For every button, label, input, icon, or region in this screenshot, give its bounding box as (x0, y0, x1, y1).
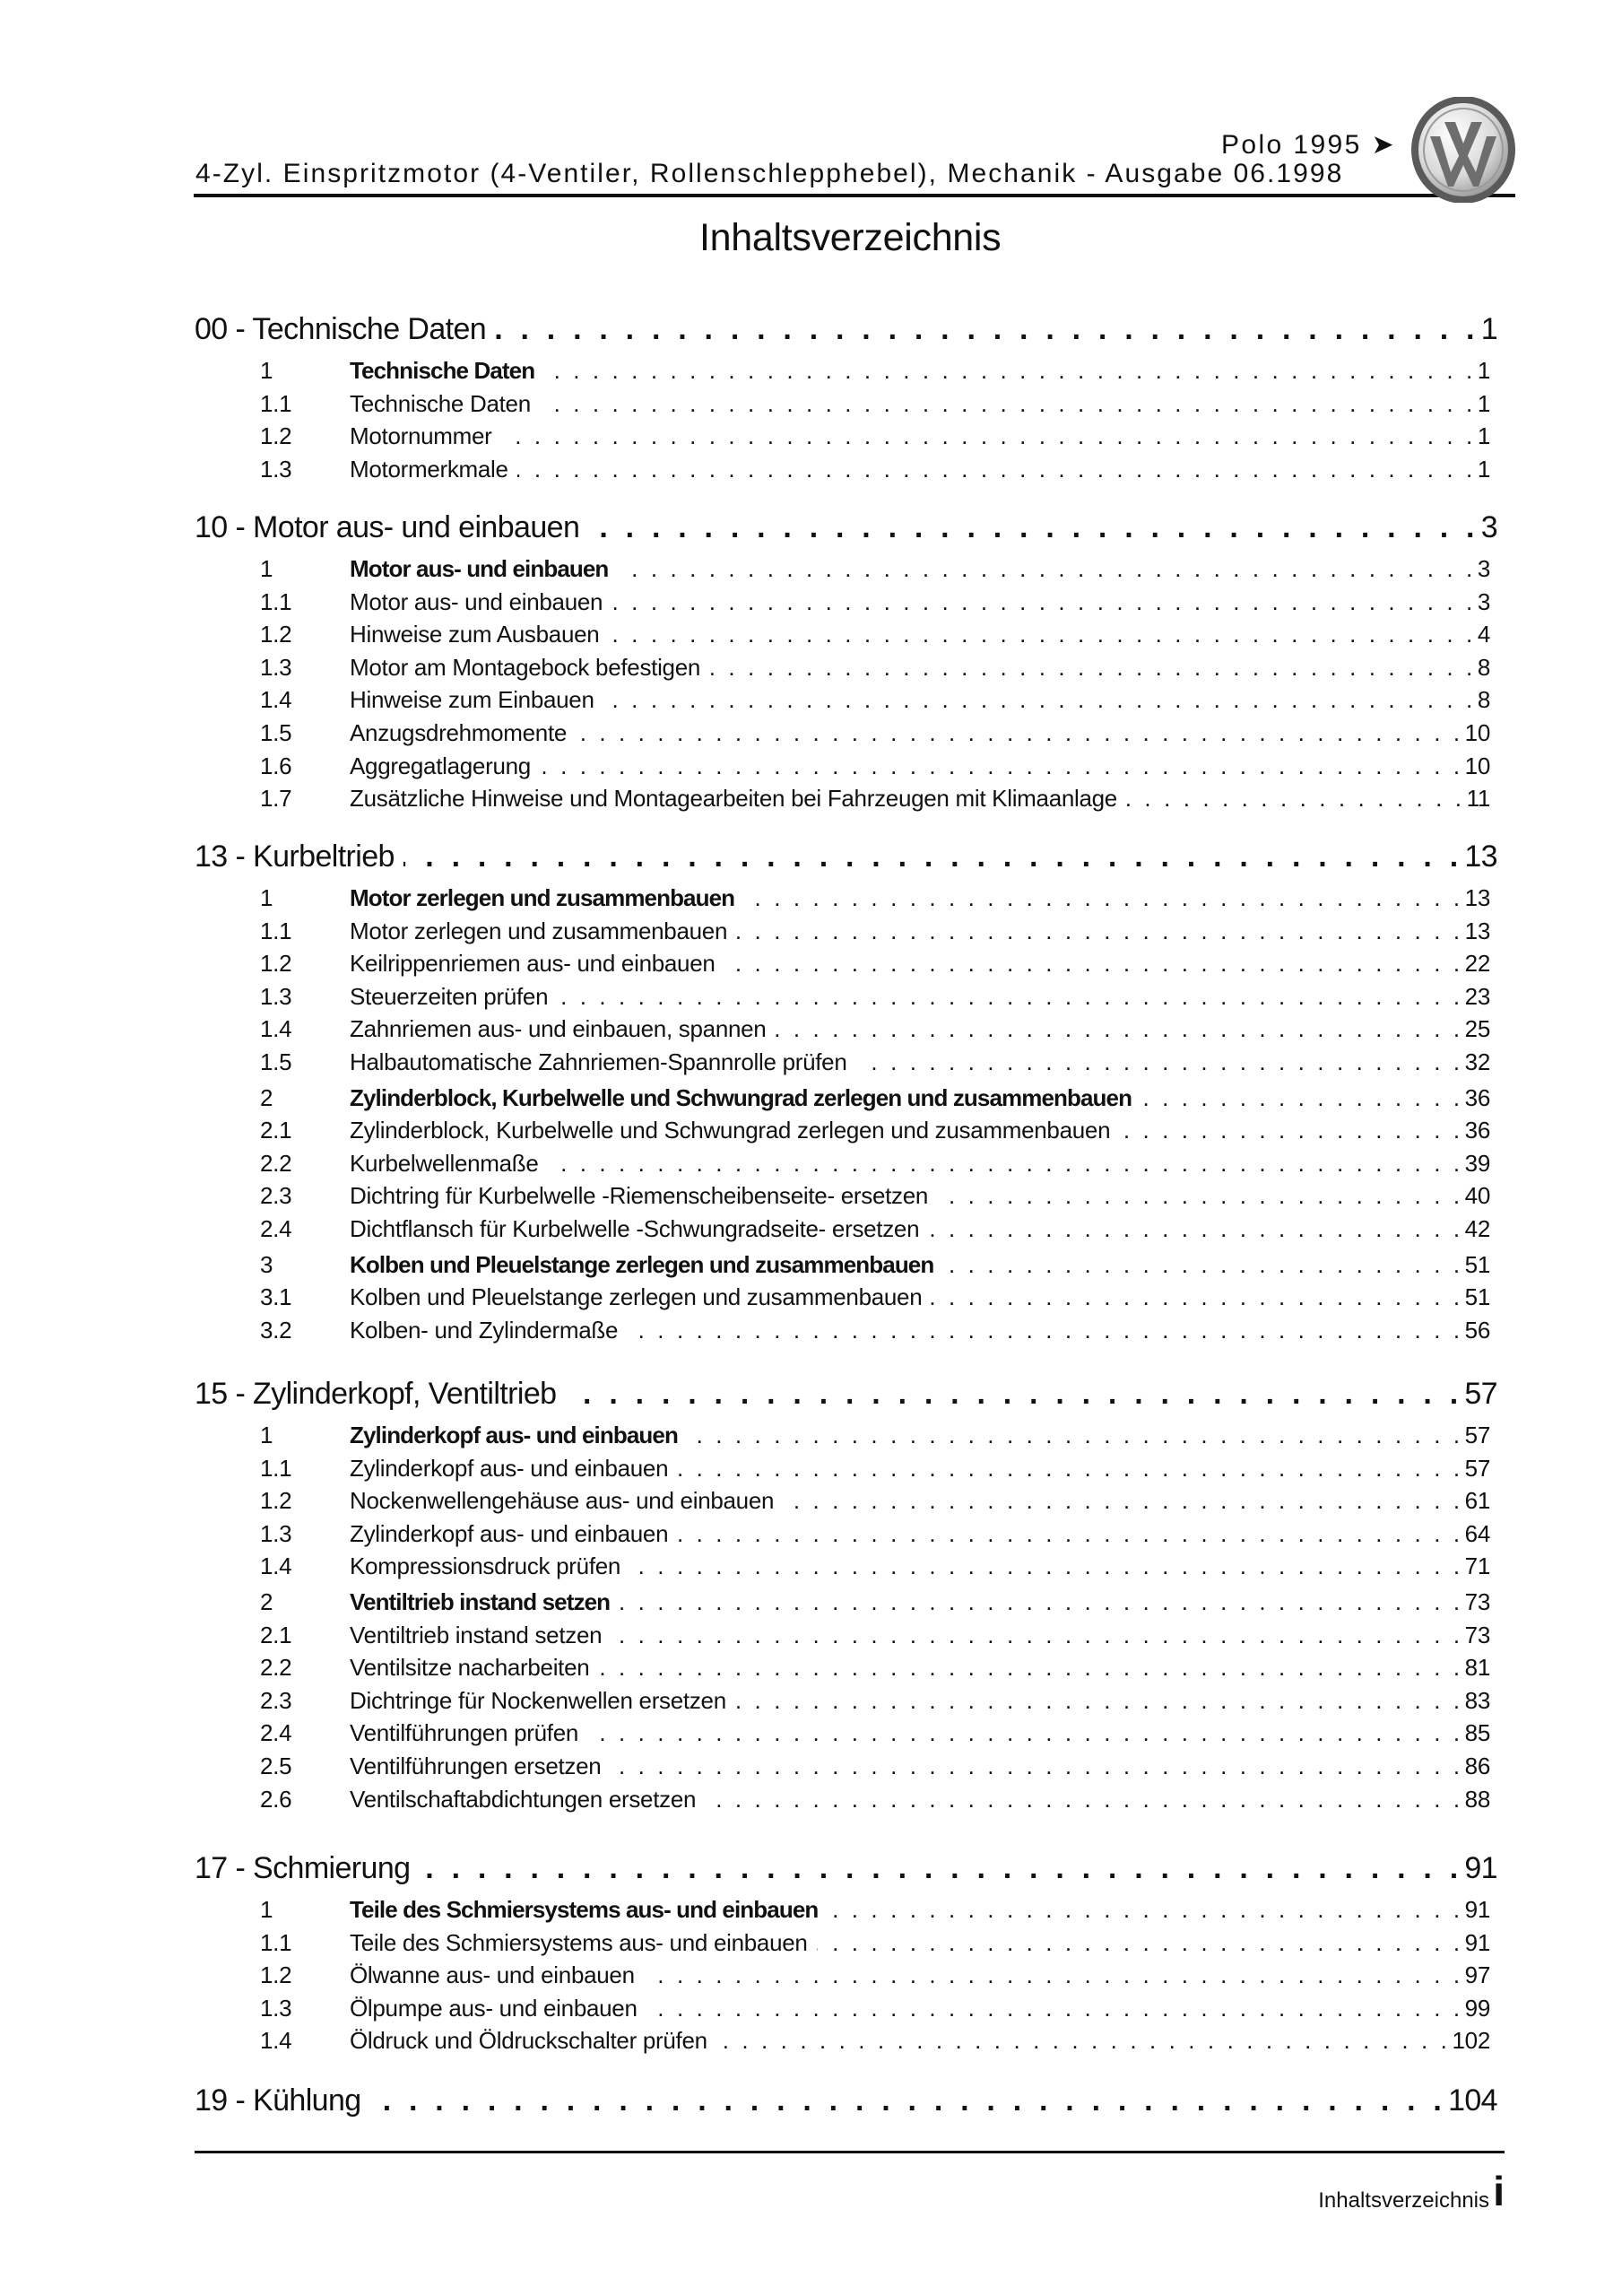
toc-entry[interactable] (195, 1959, 1497, 1992)
dot-leader (617, 552, 1475, 586)
entry-number: 1.2 (260, 621, 292, 648)
entry-title: Kolben und Pleuelstange zerlegen und zusammenbauen (350, 1283, 923, 1311)
toc-chapter-00 (195, 311, 1497, 485)
entry-page: 22 (1464, 950, 1490, 978)
entry-page: 42 (1464, 1214, 1490, 1242)
entry-title: Zylinderkopf aus- und einbauen (350, 1422, 678, 1448)
page-title: Inhaltsverzeichnis (699, 216, 1002, 259)
dot-leader (517, 453, 1476, 486)
entry-title: Nockenwellengehäuse aus- und einbauen (350, 1487, 775, 1515)
toc-entry[interactable] (195, 1684, 1497, 1718)
entry-number: 1 (260, 555, 273, 582)
toc-entry[interactable] (195, 2024, 1497, 2057)
entry-title: Motor aus- und einbauen (350, 587, 603, 615)
entry-page: 8 (1477, 653, 1490, 681)
entry-number: 1.4 (260, 686, 292, 714)
entry-page: 10 (1464, 718, 1490, 746)
entry-title: Ventiltrieb instand setzen (350, 1621, 603, 1648)
toc-entry[interactable] (195, 387, 1497, 421)
entry-number: 1.4 (260, 1015, 292, 1043)
entry-title: Ventilführungen ersetzen (350, 1752, 602, 1779)
toc-chapter-heading[interactable] (195, 1376, 1497, 1412)
toc-entry[interactable] (195, 552, 1497, 586)
entry-page: 23 (1464, 982, 1490, 1010)
entry-number: 1.2 (260, 422, 292, 450)
entry-title: Ventilschaftabdichtungen ersetzen (350, 1785, 697, 1813)
dot-leader (646, 1992, 1463, 2025)
entry-page: 10 (1464, 752, 1490, 779)
entry-title: Zylinderblock, Kurbelwelle und Schwungrad zerlegen und zusammenbauen (350, 1117, 1111, 1144)
dot-leader (709, 651, 1476, 684)
entry-page: 83 (1464, 1686, 1490, 1714)
entry-number: 1.1 (260, 389, 292, 417)
dot-leader (603, 683, 1476, 717)
dot-leader (1126, 782, 1465, 815)
entry-title: Keilrippenriemen aus- und einbauen (350, 950, 716, 978)
entry-title: Zylinderkopf aus- und einbauen (350, 1519, 669, 1547)
toc-entry[interactable] (195, 717, 1497, 750)
entry-number: 3.1 (260, 1283, 292, 1311)
dot-leader (627, 1314, 1462, 1347)
dot-leader (743, 882, 1463, 915)
dot-leader (619, 1586, 1463, 1619)
toc-entry[interactable] (195, 1484, 1497, 1518)
entry-title: Motor am Montagebock befestigen (350, 653, 701, 681)
entry-page: 85 (1464, 1719, 1490, 1747)
toc-chapter-heading[interactable] (195, 1850, 1497, 1886)
entry-title: Motor zerlegen und zusammenbauen (350, 917, 728, 944)
dot-leader (677, 1452, 1462, 1485)
entry-page: 88 (1464, 1785, 1490, 1813)
dot-leader (1119, 1114, 1462, 1147)
entry-number: 2.4 (260, 1214, 292, 1242)
chapter-title: 13 - Kurbeltrieb (195, 839, 395, 874)
toc-entry[interactable] (195, 1082, 1497, 1115)
dot-leader (403, 839, 1463, 874)
toc-entry[interactable] (195, 1783, 1497, 1816)
entry-page: 1 (1477, 422, 1490, 450)
dot-leader (587, 1717, 1463, 1750)
dot-leader (557, 980, 1462, 1013)
dot-leader (565, 1376, 1462, 1412)
entry-title: Anzugsdrehmomente (350, 718, 568, 746)
dot-leader (548, 1147, 1463, 1180)
chapter-title: 15 - Zylinderkopf, Ventiltrieb (195, 1377, 557, 1411)
dot-leader (705, 1783, 1463, 1816)
entry-page: 57 (1464, 1422, 1490, 1448)
entry-number: 2 (260, 1587, 273, 1615)
dot-leader (817, 1926, 1463, 1960)
dot-leader (827, 1893, 1462, 1926)
dot-leader (540, 387, 1476, 421)
dot-leader (495, 311, 1479, 347)
entry-page: 61 (1464, 1487, 1490, 1515)
toc-entry[interactable] (195, 453, 1497, 486)
entry-page: 32 (1464, 1048, 1490, 1075)
dot-leader (501, 420, 1476, 453)
entry-number: 1 (260, 884, 273, 911)
entry-title: Kolben- und Zylindermaße (350, 1316, 619, 1344)
entry-number: 1.2 (260, 1961, 292, 1989)
entry-number: 1.1 (260, 1454, 292, 1482)
dot-leader (608, 618, 1475, 651)
entry-title: Kurbelwellenmaße (350, 1149, 539, 1177)
toc-chapter-13 (195, 839, 1497, 1346)
entry-title: Kolben und Pleuelstange zerlegen und zusammenbauen (350, 1250, 934, 1278)
dot-leader (928, 1213, 1462, 1246)
dot-leader (588, 509, 1479, 545)
entry-title: Aggregatlagerung (350, 752, 531, 779)
entry-page: 71 (1464, 1552, 1490, 1580)
entry-title: Halbautomatische Zahnriemen-Spannrolle prüfen (350, 1048, 847, 1075)
entry-title: Dichtring für Kurbelwelle -Riemenscheibenseite- ersetzen (350, 1182, 929, 1210)
toc-entry[interactable] (195, 980, 1497, 1013)
dot-leader (724, 947, 1463, 980)
entry-number: 1.6 (260, 752, 292, 779)
chapter-page: 3 (1480, 510, 1497, 544)
chapter-title: 10 - Motor aus- und einbauen (195, 510, 580, 544)
dot-leader (1141, 1082, 1463, 1115)
entry-number: 1.5 (260, 718, 292, 746)
entry-page: 13 (1464, 917, 1490, 944)
entry-number: 2.2 (260, 1149, 292, 1177)
dot-leader (612, 586, 1476, 619)
toc-entry[interactable] (195, 618, 1497, 651)
toc-chapter-15 (195, 1376, 1497, 1815)
entry-number: 2.3 (260, 1182, 292, 1210)
entry-number: 1.5 (260, 1048, 292, 1075)
toc-entry[interactable] (195, 1651, 1497, 1684)
dot-leader (598, 1651, 1462, 1684)
entry-number: 2.6 (260, 1785, 292, 1813)
entry-title: Dichtringe für Nockenwellen ersetzen (350, 1686, 726, 1714)
toc-entry[interactable] (195, 1419, 1497, 1452)
entry-page: 73 (1464, 1587, 1490, 1615)
entry-page: 97 (1464, 1961, 1490, 1989)
chapter-page: 104 (1448, 2083, 1497, 2118)
toc-entry[interactable] (195, 586, 1497, 619)
toc-entry[interactable] (195, 915, 1497, 948)
toc-entry[interactable] (195, 947, 1497, 980)
entry-page: 36 (1464, 1083, 1490, 1111)
toc-entry[interactable] (195, 1114, 1497, 1147)
entry-page: 11 (1466, 785, 1490, 813)
entry-number: 1.2 (260, 1487, 292, 1515)
entry-number: 2.5 (260, 1752, 292, 1779)
entry-page: 36 (1464, 1117, 1490, 1144)
entry-number: 2.2 (260, 1654, 292, 1682)
entry-page: 56 (1464, 1316, 1490, 1344)
entry-number: 1.1 (260, 1928, 292, 1956)
entry-title: Zusätzliche Hinweise und Montagearbeiten bei Fahrzeugen mit Klimaanlage (350, 785, 1117, 813)
entry-page: 64 (1464, 1519, 1490, 1547)
entry-page: 25 (1464, 1015, 1490, 1043)
entry-title: Kompressionsdruck prüfen (350, 1552, 621, 1580)
chapter-page: 91 (1464, 1851, 1497, 1885)
entry-title: Motornummer (350, 422, 492, 450)
toc-chapter-heading[interactable] (195, 509, 1497, 545)
dot-leader (677, 1518, 1462, 1551)
dot-leader (687, 1419, 1463, 1452)
toc-entry[interactable] (195, 1452, 1497, 1485)
entry-page: 4 (1477, 621, 1490, 648)
entry-number: 1.3 (260, 455, 292, 483)
toc-entry[interactable] (195, 651, 1497, 684)
entry-page: 102 (1452, 2027, 1490, 2055)
entry-title: Ventiltrieb instand setzen (350, 1587, 611, 1615)
toc-entry[interactable] (195, 683, 1497, 717)
toc-entry[interactable] (195, 1586, 1497, 1619)
dot-leader (611, 1619, 1462, 1652)
entry-title: Ölwanne aus- und einbauen (350, 1961, 635, 1989)
toc-chapter-heading[interactable] (195, 311, 1497, 347)
dot-leader (370, 2083, 1446, 2118)
footer-page-number: i (1493, 2168, 1505, 2214)
entry-page: 40 (1464, 1182, 1490, 1210)
footer-divider (195, 2151, 1505, 2153)
dot-leader (540, 750, 1463, 783)
entry-page: 1 (1477, 357, 1490, 384)
dot-leader (736, 915, 1463, 948)
entry-page: 51 (1464, 1250, 1490, 1278)
toc-entry[interactable] (195, 1046, 1497, 1079)
entry-page: 86 (1464, 1752, 1490, 1779)
toc-entry[interactable] (195, 1213, 1497, 1246)
entry-page: 91 (1464, 1928, 1490, 1956)
entry-number: 1.3 (260, 1994, 292, 2022)
entry-title: Dichtflansch für Kurbelwelle -Schwungradseite- ersetzen (350, 1214, 920, 1242)
entry-number: 1.3 (260, 653, 292, 681)
entry-number: 1.2 (260, 950, 292, 978)
dot-leader (775, 1013, 1462, 1046)
entry-title: Zahnriemen aus- und einbauen, spannen (350, 1015, 767, 1043)
entry-page: 8 (1477, 686, 1490, 714)
entry-title: Öldruck und Öldruckschalter prüfen (350, 2027, 707, 2055)
toc-entry[interactable] (195, 782, 1497, 815)
entry-number: 2.4 (260, 1719, 292, 1747)
toc-entry[interactable] (195, 1893, 1497, 1926)
entry-number: 1.3 (260, 1519, 292, 1547)
dot-leader (716, 2024, 1451, 2057)
entry-title: Ventilführungen prüfen (350, 1719, 579, 1747)
chapter-title: 00 - Technische Daten (195, 312, 487, 346)
toc-entry[interactable] (195, 1248, 1497, 1282)
entry-page: 3 (1477, 587, 1490, 615)
toc-entry[interactable] (195, 750, 1497, 783)
manual-subtitle: 4-Zyl. Einspritzmotor (4-Ventiler, Rollenschlepphebel), Mechanik - Ausgabe 06.1998 (195, 159, 1344, 188)
toc-entry[interactable] (195, 1518, 1497, 1551)
entry-number: 2.1 (260, 1621, 292, 1648)
dot-leader (629, 1550, 1463, 1583)
toc-chapter-17 (195, 1850, 1497, 2057)
entry-number: 2 (260, 1083, 273, 1111)
entry-title: Motor aus- und einbauen (350, 555, 609, 582)
entry-number: 1.3 (260, 982, 292, 1010)
toc-chapter-heading[interactable] (195, 2083, 1497, 2118)
toc-entry[interactable] (195, 1750, 1497, 1783)
toc-entry[interactable] (195, 1992, 1497, 2025)
entry-number: 3 (260, 1250, 273, 1278)
entry-title: Technische Daten (350, 357, 535, 384)
dot-leader (610, 1750, 1462, 1783)
entry-title: Teile des Schmiersystems aus- und einbauen (350, 1896, 819, 1923)
toc-entry[interactable] (195, 1717, 1497, 1750)
entry-title: Steuerzeiten prüfen (350, 982, 549, 1010)
dot-leader (419, 1850, 1462, 1886)
toc-entry[interactable] (195, 1926, 1497, 1960)
entry-number: 2.3 (260, 1686, 292, 1714)
chapter-page: 13 (1464, 839, 1497, 874)
chapter-title: 19 - Kühlung (195, 2083, 361, 2118)
entry-number: 1.7 (260, 785, 292, 813)
chapter-page: 57 (1464, 1377, 1497, 1411)
entry-number: 1.1 (260, 917, 292, 944)
entry-title: Motor zerlegen und zusammenbauen (350, 884, 735, 911)
entry-title: Hinweise zum Einbauen (350, 686, 594, 714)
entry-title: Ventilsitze nacharbeiten (350, 1654, 590, 1682)
chapter-page: 1 (1480, 312, 1497, 346)
entry-number: 1.4 (260, 1552, 292, 1580)
vehicle-model: Polo 1995 ➤ (1221, 130, 1396, 160)
entry-page: 3 (1477, 555, 1490, 582)
entry-page: 51 (1464, 1283, 1490, 1311)
toc-entry[interactable] (195, 882, 1497, 915)
entry-title: Ölpumpe aus- und einbauen (350, 1994, 638, 2022)
toc-entry[interactable] (195, 420, 1497, 453)
entry-page: 99 (1464, 1994, 1490, 2022)
entry-title: Hinweise zum Ausbauen (350, 621, 600, 648)
dot-leader (735, 1684, 1463, 1718)
toc-entry[interactable] (195, 1147, 1497, 1180)
dot-leader (942, 1248, 1462, 1282)
entry-title: Teile des Schmiersystems aus- und einbauen (350, 1928, 808, 1956)
entry-number: 1 (260, 1896, 273, 1923)
dot-leader (931, 1281, 1462, 1314)
dot-leader (856, 1046, 1463, 1079)
entry-number: 1.4 (260, 2027, 292, 2055)
toc-chapter-heading[interactable] (195, 839, 1497, 874)
toc-chapter-19 (195, 2083, 1497, 2118)
toc-entry[interactable] (195, 1619, 1497, 1652)
entry-title: Technische Daten (350, 389, 531, 417)
entry-page: 1 (1477, 389, 1490, 417)
entry-title: Motormerkmale (350, 455, 508, 483)
dot-leader (937, 1179, 1463, 1213)
toc-entry[interactable] (195, 1550, 1497, 1583)
dot-leader (783, 1484, 1463, 1518)
entry-page: 57 (1464, 1454, 1490, 1482)
entry-page: 39 (1464, 1149, 1490, 1177)
chapter-title: 17 - Schmierung (195, 1851, 411, 1885)
footer-section-label: Inhaltsverzeichnis (1318, 2188, 1489, 2213)
entry-page: 73 (1464, 1621, 1490, 1648)
dot-leader (576, 717, 1463, 750)
entry-title: Zylinderblock, Kurbelwelle und Schwungrad zerlegen und zusammenbauen (350, 1083, 1132, 1111)
entry-page: 13 (1464, 884, 1490, 911)
entry-page: 81 (1464, 1654, 1490, 1682)
dot-leader (644, 1959, 1463, 1992)
table-of-contents (195, 0, 1497, 2296)
toc-entry[interactable] (195, 1281, 1497, 1314)
entry-number: 3.2 (260, 1316, 292, 1344)
entry-number: 1.1 (260, 587, 292, 615)
toc-entry[interactable] (195, 1179, 1497, 1213)
dot-leader (543, 354, 1476, 387)
toc-entry[interactable] (195, 354, 1497, 387)
toc-entry[interactable] (195, 1013, 1497, 1046)
toc-entry[interactable] (195, 1314, 1497, 1347)
entry-number: 1 (260, 357, 273, 384)
entry-title: Zylinderkopf aus- und einbauen (350, 1454, 669, 1482)
entry-number: 2.1 (260, 1117, 292, 1144)
entry-number: 1 (260, 1422, 273, 1448)
entry-page: 1 (1477, 455, 1490, 483)
toc-chapter-10 (195, 509, 1497, 815)
entry-page: 91 (1464, 1896, 1490, 1923)
